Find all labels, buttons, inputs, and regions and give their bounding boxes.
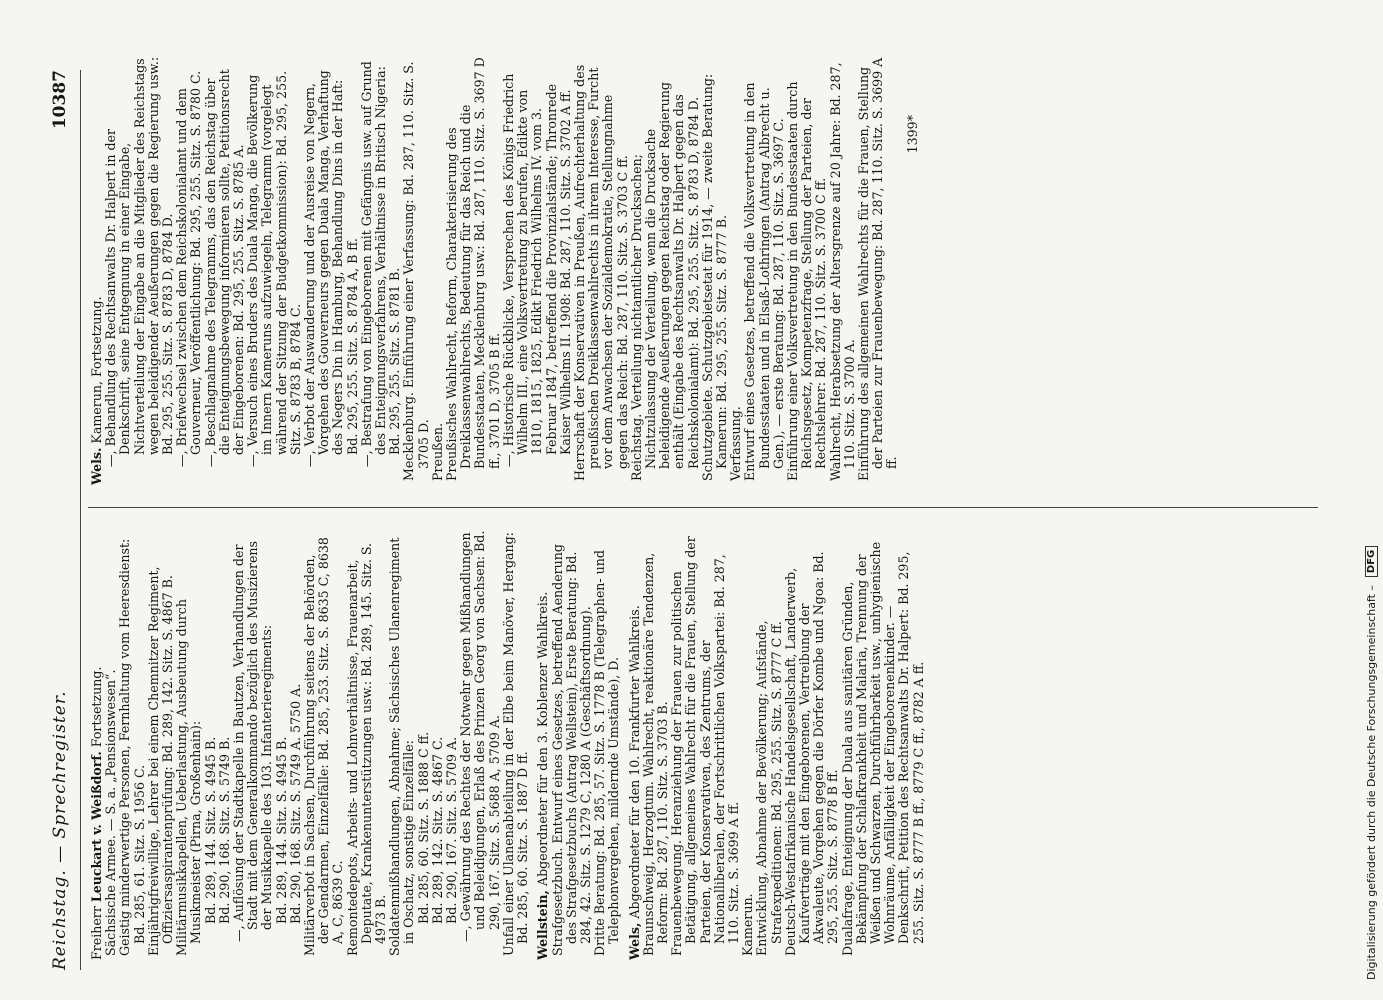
speaker-description: Abgeordneter für den 10. Frankfurter Wahlkreis. [626, 605, 642, 919]
register-entry: Einführung einer Volksvertretung in den Bundesstaaten durch Reichsgesetz, Kompetenzfrage, Stellung der Parteien, der Rechtslehrer: Bd. 287, 110. Sitz. S. 3700 C ff. [784, 81, 829, 481]
register-entry: Bd. 289, 142. Sitz. S. 4867 C. [429, 736, 445, 924]
page-title: Reichstag. — Sprechregister. [50, 690, 70, 970]
digitization-note [1362, 20, 1382, 980]
right-column [90, 55, 920, 485]
register-entry: Mecklenburg. Einführung einer Verfassung: Bd. 287, 110. Sitz. S. 3705 D. [401, 61, 431, 481]
register-entry: Bd. 289, 144. Sitz. S. 4945 B. [202, 736, 218, 924]
register-entry: Bd. 289, 144. Sitz. S. 4945 B. [273, 736, 289, 924]
register-section [90, 55, 900, 485]
register-entry: Herrschaft der Konservativen in Preußen, Aufrechterhaltung des preußischen Dreiklassenwahlrechts in ihrem Interesse, Furcht vor dem Anwachsen der Sozialdemokratie, Stellungnahme gegen das Reich: Bd. 287, 110. Sitz. S. 3703 C ff. [571, 64, 630, 481]
register-entry: Deutsch-Westafrikanische Handelsgesellschaft, Landerwerb, Kaufverträge mit den Eingeborenen, Vertreibung der Akwaleute, Vorgehen gegen die Dörfer Kombe und Ngoa: Bd. 295, 255. Sitz. S. 8778 B ff. [782, 551, 841, 956]
register-entry: Entwurf eines Gesetzes, betreffend die Volksvertretung in den Bundesstaaten und in Elsaß-Lothringen (Antrag Albrecht u. Gen.), — erste Beratung: Bd. 287, 110. Sitz. S. 3697 C. [742, 82, 786, 481]
register-entry: Bd. 290, 168. Sitz. S. 5749 B. [216, 736, 232, 924]
register-entry: Braunschweig, Herzogtum. Wahlrecht, reaktionäre Tendenzen, Reform: Bd. 287, 110. Sitz. S. 3703 B. [640, 552, 670, 956]
section-heading [90, 530, 104, 960]
register-entry: —, Briefwechsel zwischen dem Reichskolonialamt und dem Gouverneur, Veröffentlichung: Bd. 295, 255. Sitz. S. 8780 C. [174, 70, 204, 467]
section-heading [628, 530, 642, 960]
register-entry: Kamerun. [740, 893, 756, 956]
section-heading [90, 55, 104, 485]
section-heading [536, 530, 550, 960]
register-entry: Preußen. [429, 422, 445, 481]
register-entry: Bd. 285, 60. Sitz. S. 1888 C ff. [415, 731, 431, 924]
register-entry: —, Bestrafung von Eingeborenen mit Gefängnis usw. auf Grund des Enteignungsverfahrens, Verhältnisse in Britisch Nigeria: Bd. 295, 255. Sitz. S. 8781 B. [358, 61, 403, 467]
register-section [90, 530, 530, 960]
register-entry: Militärmusikkapellen, Ueberlastung, Ausbeutung durch Musikmeister (Pirna, Großenhain): [174, 599, 204, 956]
register-entry: —, Gewährung des Rechtes der Notwehr gegen Mißhandlungen und Beleidigungen, Erlaß des Prinzen Georg von Sachsen: Bd. 290, 167. Sitz. S. 5688 A, 5709 A. [458, 530, 502, 942]
speaker-description: Kamerun, Fortsetzung. [89, 296, 104, 444]
speaker-name: Leuckart v. Weißdorf. [89, 751, 104, 903]
register-entry: Entwicklung, Abnahme der Bevölkerung; Aufstände, Strafexpeditionen: Bd. 295, 255. Sitz. S. 8777 C ff. [754, 620, 784, 956]
register-entry: Dualafrage, Enteignung der Duala aus sanitären Gründen, Bekämpfung der Schlafkrankheit und Malaria, Trennung der Weißen und Schwarzen, Durchführbarkeit usw., unhygienische Wohnräume, Anfälligkeit der Eingeborenenkinder. — Denkschrift, Petition des Rechtsanwalts Dr. Halpert: Bd. 295, 255. Sitz. S. 8777 B ff., 8779 C ff., 8782 A ff. [839, 541, 926, 956]
speaker-description: Abgeordneter für den 3. Koblenzer Wahlkreis. [535, 591, 551, 887]
page-number: 10387 [50, 70, 70, 130]
dfg-logo: DFG [1365, 546, 1378, 577]
register-section [536, 530, 621, 960]
register-entry: Bd. 290, 167. Sitz. S. 5709 A. [444, 736, 460, 924]
register-entry: Bd. 290, 168. Sitz. S. 5749 A. 5750 A. [287, 683, 303, 924]
register-entry: Sächsische Armee. — S. a. „Pensionswesen“. [103, 669, 119, 956]
register-entry: Geistig minderwertige Personen, Fernhaltung vom Heeresdienst: Bd. 285, 61. Sitz. S. 1956 C. [117, 538, 147, 956]
register-entry: Remontedepots, Arbeits- und Lohnverhältnisse, Frauenarbeit, Deputate, Krankenunterstützungen usw.: Bd. 289, 145. Sitz. S. 4973 B. [344, 542, 389, 956]
register-entry: Dritte Beratung: Bd. 285, 57. Sitz. S. 1778 B (Telegraphen- und Telephonvergehen, mildernde Umstände), D. [592, 550, 622, 956]
left-column [90, 530, 932, 960]
page-header [45, 70, 75, 970]
register-entry: Militärverbot in Sachsen, Durchführung seitens der Behörden, der Gendarmen, Einzelfälle: Bd. 285, 253. Sitz. S. 8635 C, 8638 A, C, 8639 C. [302, 537, 346, 956]
speaker-name: Wels, [626, 922, 642, 960]
register-entry: Soldatenmißhandlungen, Abnahme; Sächsisches Ulanenregiment in Oschatz, sonstige Einzelfälle: [387, 537, 417, 956]
page-footnote: 1399* [904, 115, 920, 154]
speaker-name: Wellstein, [535, 890, 551, 960]
register-entry: Schutzgebiete. Schutzgebietsetat für 1914, — zweite Beratung: Kamerun: Bd. 295, 255. Sitz. S. 8777 B. [699, 73, 729, 481]
speaker-description: Fortsetzung. [89, 666, 104, 748]
register-entry: Reichstag. Verteilung nichtamtlicher Drucksachen; Nichtzulassung der Verteilung, wenn die Drucksache beleidigende Aeußerungen gegen Reichstag oder Regierung enthält (Eingabe des Rechtsanwalts Dr. Halpert gegen das Reichskolonialamt): Bd. 295, 255. Sitz. S. 8783 D, 8784 D. [628, 82, 701, 481]
speaker-title: Freiherr [89, 906, 104, 960]
header-rule [80, 70, 81, 970]
register-entry: Einjährigfreiwillige, Lehrer bei einem Chemnitzer Regiment, Offiziersaspirantenprüfung: Bd. 289, 142. Sitz. S. 4867 B. [145, 566, 176, 956]
register-entry: —, Versuch eines Bruders des Duala Manga, die Bevölkerung im Innern Kameruns aufzuwiegeln, Telegramm (vorgelegt während der Sitzung der Budgetkommission): Bd. 295, 255. Sitz. S. 8783 B, 8784 C. [245, 70, 303, 467]
register-entry: Frauenbewegung. Heranziehung der Frauen zur politischen Betätigung, allgemeines Wahlrecht für die Frauen, Stellung der Parteien, der Konservativen, des Zentrums, der Nationalliberalen, der Fortschrittlichen Volkspartei: Bd. 287, 110. Sitz. S. 3699 A ff. [669, 536, 741, 956]
register-entry: —, Behandlung des Rechtsanwalts Dr. Halpert in der Denkschrift, seine Entgegnung in einer Eingabe, Nichtverteilung der Eingabe an die Mitglieder des Reichstags wegen beleidigender Aeußerungen gegen die Regierung usw.: Bd. 295, 255. Sitz. S. 8783 D, 8784 D. [103, 56, 176, 467]
register-entry: Preußisches Wahlrecht, Reform, Charakterisierung des Dreiklassenwahlrechts, Bedeutung für das Reich und die Bundesstaaten, Mecklenburg usw.: Bd. 287, 110. Sitz. S. 3697 D ff., 3701 D, 3705 B ff. [444, 57, 502, 481]
register-entry: —, Historische Rückblicke, Versprechen des Königs Friedrich Wilhelm III., eine Volksvertretung zu berufen, Edikte von 1810, 1815, 1825, Edikt Friedrich Wilhelms IV. vom 3. Februar 1847, betreffend die Provinzialstände; Thronrede Kaiser Wilhelms II. 1908: Bd. 287, 110. Sitz. S. 3702 A ff. [500, 73, 573, 467]
register-entry: —, Verbot der Auswanderung und der Ausreise von Negern, Vorgehen des Gouverneurs gegen Duala Manga, Verhaftung des Negers Din in Hamburg, Behandlung Dins in der Haft: Bd. 295, 255. Sitz. S. 8784 A, B ff. [302, 70, 360, 467]
speaker-name: Wels. [89, 447, 104, 485]
register-section [628, 530, 926, 960]
column-divider [88, 507, 1318, 508]
digitization-text: Digitalisierung gefördert durch die Deutsche Forschungsgemeinschaft – [1364, 585, 1378, 980]
register-entry: —, Auflösung der Stadtkapelle in Bautzen, Verhandlungen der Stadt mit dem Generalkommando bezüglich des Musizierens der Musikkapelle des 103. Infanterieregiments: [231, 541, 275, 942]
register-entry: Verfassung. [728, 406, 744, 481]
register-entry: —, Beschlagnahme des Telegramms, das den Reichstag über die Enteignungsbewegung informieren sollte, Petitionsrecht der Eingeborenen: Bd. 295, 255. Sitz. S. 8785 A. [202, 69, 247, 467]
register-entry: Wahlrecht, Herabsetzung der Altersgrenze auf 20 Jahre: Bd. 287, 110. Sitz. S. 3700 A. [827, 62, 857, 481]
register-entry: Unfall einer Ulanenabteilung in der Elbe beim Manöver, Hergang: Bd. 285, 60. Sitz. S. 1887 D ff. [500, 532, 531, 956]
register-entry: Strafgesetzbuch. Entwurf eines Gesetzes, betreffend Aenderung des Strafgesetzbuchs (Antrag Wellstein), Erste Beratung: Bd. 284, 42. Sitz. S. 1279 C, 1280 A (Geschäftsordnung). [549, 544, 593, 956]
register-entry: Einführung des allgemeinen Wahlrechts für die Frauen, Stellung der Parteien zur Frauenbewegung: Bd. 287, 110. Sitz. S. 3699 A ff. [855, 57, 900, 481]
